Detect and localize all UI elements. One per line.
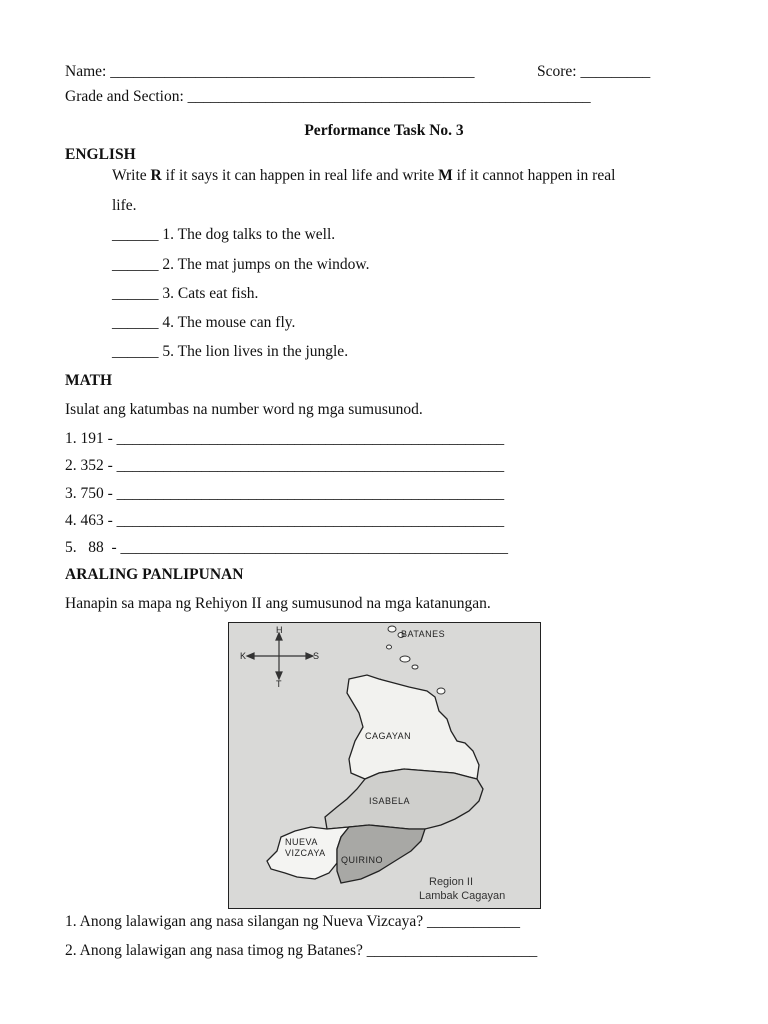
compass-icon	[247, 633, 313, 679]
math-item[interactable]: 2. 352 - __________________________________________________	[65, 457, 505, 474]
ap-question[interactable]: 1. Anong lalawigan ang nasa silangan ng Nueva Vizcaya? ____________	[65, 913, 521, 930]
map-caption-name: Lambak Cagayan	[419, 890, 506, 902]
math-heading: MATH	[65, 372, 113, 389]
label-nueva: NUEVA	[285, 837, 318, 847]
label-isabela: ISABELA	[369, 796, 411, 806]
math-item[interactable]: 5. 88 - __________________________________________________	[65, 539, 509, 556]
english-item[interactable]: ______ 5. The lion lives in the jungle.	[112, 343, 349, 360]
compass-east: S	[313, 651, 320, 661]
grade-section-field[interactable]: Grade and Section: ____________________________________________________	[65, 88, 591, 105]
english-heading: ENGLISH	[65, 146, 136, 163]
ap-heading: ARALING PANLIPUNAN	[65, 566, 244, 583]
english-instruction-cont: life.	[112, 197, 137, 214]
label-batanes: BATANES	[401, 629, 446, 639]
label-cagayan: CAGAYAN	[365, 731, 412, 741]
cagayan-province	[347, 675, 479, 779]
english-instruction	[112, 166, 615, 186]
page-title: Performance Task No. 3	[304, 122, 464, 139]
name-field[interactable]: Name: _______________________________________________	[65, 63, 475, 80]
map-caption-region: Region II	[429, 876, 474, 888]
instruction-text: if it cannot happen in real	[452, 167, 616, 184]
label-quirino: QUIRINO	[341, 855, 384, 865]
instruction-r: R	[150, 167, 162, 184]
ap-question[interactable]: 2. Anong lalawigan ang nasa timog ng Batanes? ______________________	[65, 942, 538, 959]
math-item[interactable]: 1. 191 - __________________________________________________	[65, 430, 505, 447]
instruction-text: Write	[112, 167, 151, 184]
map-svg	[229, 623, 539, 907]
score-field[interactable]: Score: _________	[537, 63, 651, 80]
region-ii-map	[228, 622, 541, 909]
english-item[interactable]: ______ 1. The dog talks to the well.	[112, 226, 336, 243]
compass-west: K	[240, 651, 247, 661]
ap-instruction: Hanapin sa mapa ng Rehiyon II ang sumusunod na mga katanungan.	[65, 595, 491, 612]
compass-north: H	[276, 625, 283, 635]
instruction-text: if it says it can happen in real life and write	[161, 167, 439, 184]
compass-south: T	[276, 679, 282, 689]
math-item[interactable]: 4. 463 - __________________________________________________	[65, 512, 505, 529]
english-item[interactable]: ______ 3. Cats eat fish.	[112, 285, 259, 302]
quirino-province	[337, 825, 425, 883]
english-item[interactable]: ______ 2. The mat jumps on the window.	[112, 256, 370, 273]
english-item[interactable]: ______ 4. The mouse can fly.	[112, 314, 296, 331]
math-instruction: Isulat ang katumbas na number word ng mga sumusunod.	[65, 401, 423, 418]
instruction-m: M	[438, 167, 453, 184]
label-vizcaya: VIZCAYA	[285, 848, 326, 858]
math-item[interactable]: 3. 750 - __________________________________________________	[65, 485, 505, 502]
